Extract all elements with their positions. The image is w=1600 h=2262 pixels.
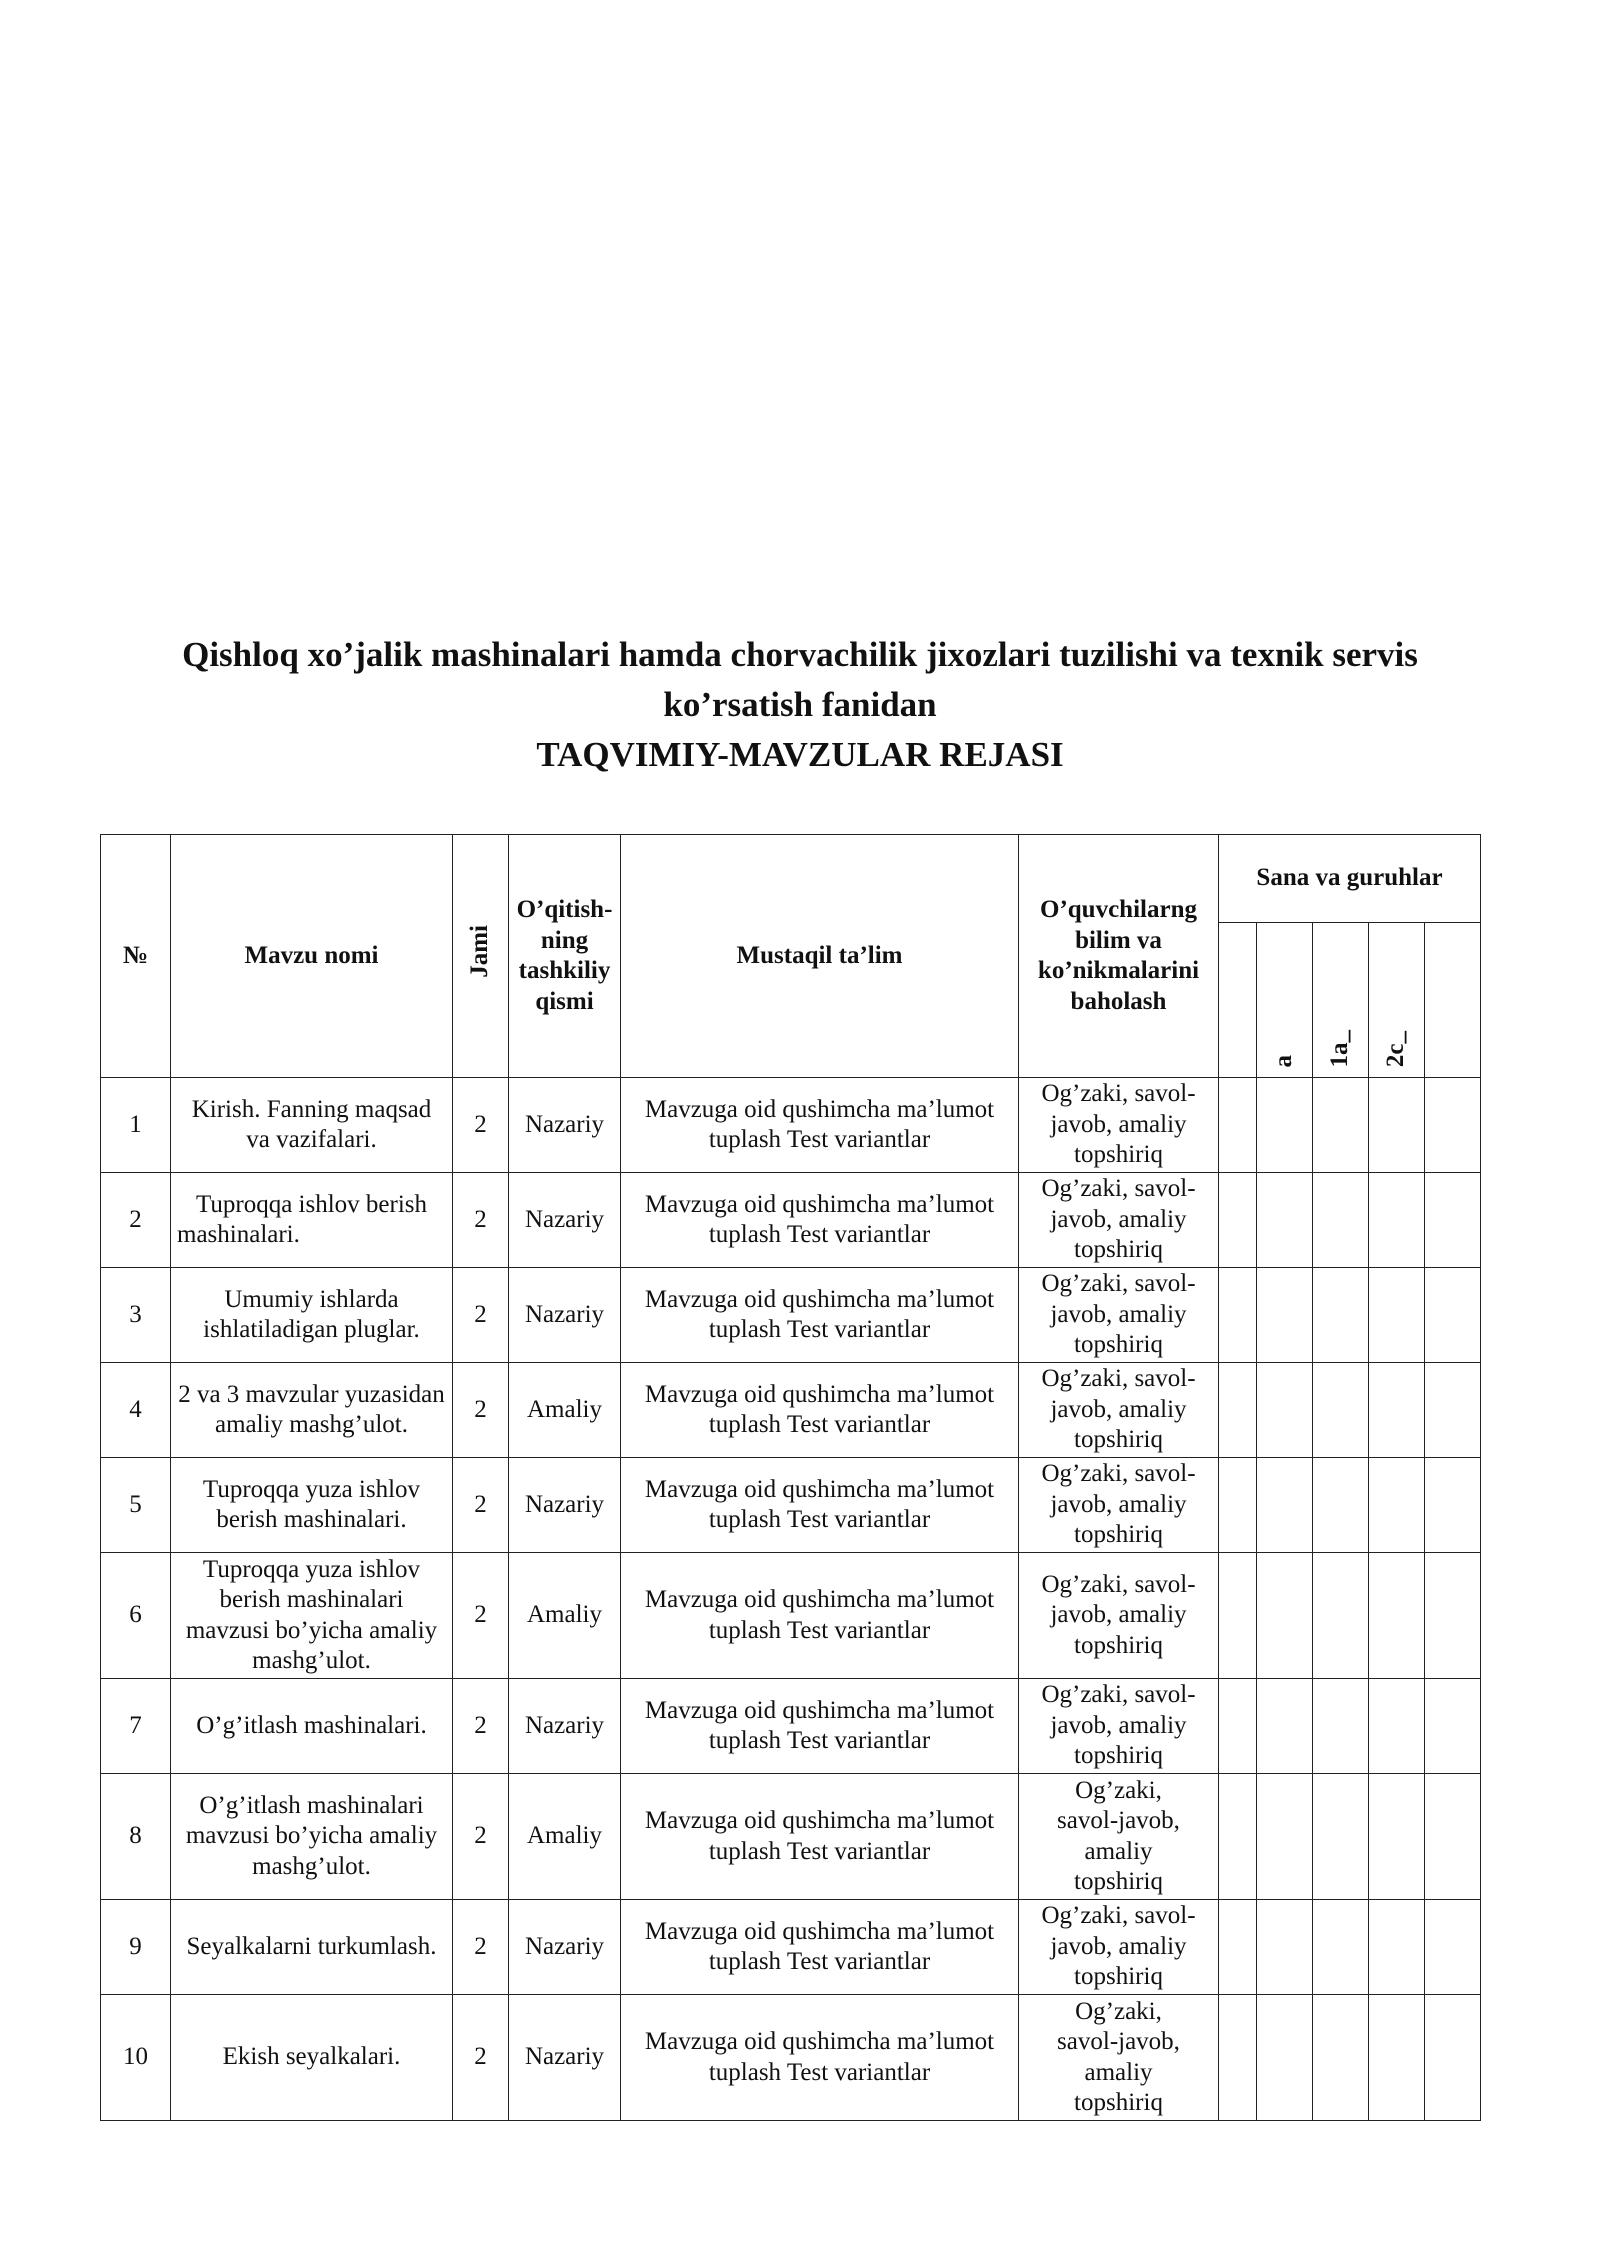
header-independent: Mustaqil ta’lim (621, 835, 1019, 1078)
date-cell (1219, 1679, 1257, 1774)
date-cell (1219, 1553, 1257, 1679)
date-cell (1369, 1900, 1425, 1995)
date-cell (1425, 1679, 1481, 1774)
table-row (101, 1458, 1481, 1553)
table-row (101, 1679, 1481, 1774)
row-topic: 2 va 3 mavzular yuzasidan amaliy mashg’ulot. (171, 1363, 453, 1458)
date-cell (1313, 1363, 1369, 1458)
date-cell (1313, 1679, 1369, 1774)
row-independent: Mavzuga oid qushimcha ma’lumot tuplash Test variantlar (621, 1268, 1019, 1363)
plan-table (100, 834, 1481, 2121)
table-row (101, 1774, 1481, 1900)
row-type: Nazariy (509, 1458, 621, 1553)
date-cell (1369, 1078, 1425, 1173)
table-row (101, 1363, 1481, 1458)
date-cell (1313, 1900, 1369, 1995)
row-total: 2 (453, 1774, 509, 1900)
date-cell (1369, 1553, 1425, 1679)
table-row (101, 1173, 1481, 1268)
row-num: 10 (101, 1995, 171, 2121)
row-assessment: Og’zaki, savol-javob, amaliy topshiriq (1019, 1173, 1219, 1268)
date-cell (1313, 1078, 1369, 1173)
row-topic: Kirish. Fanning maqsad va vazifalari. (171, 1078, 453, 1173)
row-num: 4 (101, 1363, 171, 1458)
row-topic: Tuproqqa yuza ishlov berish mashinalari. (171, 1458, 453, 1553)
header-assessment: O’quvchilarng bilim va ko’nikmalarini baholash (1019, 835, 1219, 1078)
row-total: 2 (453, 1553, 509, 1679)
row-independent: Mavzuga oid qushimcha ma’lumot tuplash Test variantlar (621, 1078, 1019, 1173)
header-total-label: Jami (466, 925, 494, 979)
row-num: 8 (101, 1774, 171, 1900)
row-total: 2 (453, 1679, 509, 1774)
header-sub-3-label: 2c_ (1382, 1030, 1410, 1067)
table-row (101, 1995, 1481, 2121)
row-total: 2 (453, 1078, 509, 1173)
header-organization: O’qitish-ning tashkiliy qismi (509, 835, 621, 1078)
title-line-1: Qishloq xo’jalik mashinalari hamda chorvachilik jixozlari tuzilishi va texnik servis (182, 635, 1418, 674)
row-independent: Mavzuga oid qushimcha ma’lumot tuplash Test variantlar (621, 1173, 1019, 1268)
date-cell (1369, 1679, 1425, 1774)
header-num: № (101, 835, 171, 1078)
row-topic: Umumiy ishlarda ishlatiladigan pluglar. (171, 1268, 453, 1363)
row-topic: Seyalkalarni turkumlash. (171, 1900, 453, 1995)
row-num: 1 (101, 1078, 171, 1173)
row-assessment: Og’zaki, savol-javob, amaliy topshiriq (1019, 1363, 1219, 1458)
date-cell (1219, 1774, 1257, 1900)
date-cell (1369, 1774, 1425, 1900)
date-cell (1257, 1268, 1313, 1363)
row-topic: Ekish seyalkalari. (171, 1995, 453, 2121)
row-type: Nazariy (509, 1679, 621, 1774)
row-assessment: Og’zaki, savol-javob, amaliy topshiriq (1019, 1774, 1219, 1900)
date-cell (1219, 1173, 1257, 1268)
date-cell (1425, 1900, 1481, 1995)
row-assessment: Og’zaki, savol-javob, amaliy topshiriq (1019, 1900, 1219, 1995)
row-assessment: Og’zaki, savol-javob, amaliy topshiriq (1019, 1458, 1219, 1553)
row-type: Nazariy (509, 1173, 621, 1268)
row-total: 2 (453, 1363, 509, 1458)
date-cell (1257, 1078, 1313, 1173)
table-row (101, 1078, 1481, 1173)
date-cell (1369, 1995, 1425, 2121)
date-cell (1369, 1363, 1425, 1458)
header-dates: Sana va guruhlar (1219, 835, 1481, 923)
row-independent: Mavzuga oid qushimcha ma’lumot tuplash Test variantlar (621, 1774, 1019, 1900)
date-cell (1257, 1679, 1313, 1774)
row-topic: O’g’itlash mashinalari. (171, 1679, 453, 1774)
date-cell (1313, 1995, 1369, 2121)
date-cell (1219, 1458, 1257, 1553)
date-cell (1369, 1268, 1425, 1363)
row-num: 5 (101, 1458, 171, 1553)
header-sub-0 (1219, 923, 1257, 1078)
row-total: 2 (453, 1268, 509, 1363)
date-cell (1257, 1995, 1313, 2121)
row-topic: Tuproqqa ishlov berish mashinalari. (171, 1173, 453, 1268)
date-cell (1313, 1553, 1369, 1679)
date-cell (1257, 1363, 1313, 1458)
table-row (101, 1553, 1481, 1679)
row-num: 7 (101, 1679, 171, 1774)
document-title (0, 630, 1600, 780)
row-total: 2 (453, 1458, 509, 1553)
row-type: Amaliy (509, 1553, 621, 1679)
row-independent: Mavzuga oid qushimcha ma’lumot tuplash Test variantlar (621, 1458, 1019, 1553)
row-topic: O’g’itlash mashinalari mavzusi bo’yicha amaliy mashg’ulot. (171, 1774, 453, 1900)
date-cell (1425, 1078, 1481, 1173)
date-cell (1425, 1774, 1481, 1900)
header-topic: Mavzu nomi (171, 835, 453, 1078)
row-num: 2 (101, 1173, 171, 1268)
date-cell (1425, 1268, 1481, 1363)
row-type: Amaliy (509, 1774, 621, 1900)
date-cell (1369, 1458, 1425, 1553)
table-row (101, 1900, 1481, 1995)
title-line-2: ko’rsatish fanidan (663, 685, 937, 724)
date-cell (1257, 1173, 1313, 1268)
row-num: 9 (101, 1900, 171, 1995)
date-cell (1369, 1173, 1425, 1268)
header-total (453, 835, 509, 1078)
date-cell (1257, 1458, 1313, 1553)
date-cell (1425, 1553, 1481, 1679)
row-assessment: Og’zaki, savol-javob, amaliy topshiriq (1019, 1268, 1219, 1363)
date-cell (1313, 1774, 1369, 1900)
date-cell (1219, 1078, 1257, 1173)
date-cell (1219, 1995, 1257, 2121)
row-independent: Mavzuga oid qushimcha ma’lumot tuplash Test variantlar (621, 1553, 1019, 1679)
header-sub-3 (1369, 923, 1425, 1078)
row-assessment: Og’zaki, savol-javob, amaliy topshiriq (1019, 1553, 1219, 1679)
row-independent: Mavzuga oid qushimcha ma’lumot tuplash Test variantlar (621, 1900, 1019, 1995)
date-cell (1219, 1268, 1257, 1363)
date-cell (1219, 1900, 1257, 1995)
date-cell (1425, 1173, 1481, 1268)
row-type: Amaliy (509, 1363, 621, 1458)
table-row (101, 1268, 1481, 1363)
row-assessment: Og’zaki, savol-javob, amaliy topshiriq (1019, 1078, 1219, 1173)
row-independent: Mavzuga oid qushimcha ma’lumot tuplash Test variantlar (621, 1679, 1019, 1774)
date-cell (1219, 1363, 1257, 1458)
header-sub-4 (1425, 923, 1481, 1078)
header-sub-2-label: 1a_ (1326, 1029, 1354, 1067)
header-sub-1-label: a (1270, 1054, 1298, 1067)
header-sub-1 (1257, 923, 1313, 1078)
date-cell (1257, 1774, 1313, 1900)
row-topic: Tuproqqa yuza ishlov berish mashinalari mavzusi bo’yicha amaliy mashg’ulot. (171, 1553, 453, 1679)
date-cell (1257, 1900, 1313, 1995)
title-line-3: TAQVIMIY-MAVZULAR REJASI (536, 735, 1064, 774)
date-cell (1313, 1173, 1369, 1268)
date-cell (1257, 1553, 1313, 1679)
date-cell (1313, 1268, 1369, 1363)
row-num: 6 (101, 1553, 171, 1679)
row-type: Nazariy (509, 1900, 621, 1995)
header-sub-2 (1313, 923, 1369, 1078)
date-cell (1425, 1995, 1481, 2121)
row-type: Nazariy (509, 1268, 621, 1363)
row-independent: Mavzuga oid qushimcha ma’lumot tuplash Test variantlar (621, 1363, 1019, 1458)
date-cell (1425, 1363, 1481, 1458)
row-total: 2 (453, 1173, 509, 1268)
row-num: 3 (101, 1268, 171, 1363)
date-cell (1313, 1458, 1369, 1553)
row-type: Nazariy (509, 1078, 621, 1173)
row-assessment: Og’zaki, savol-javob, amaliy topshiriq (1019, 1679, 1219, 1774)
row-type: Nazariy (509, 1995, 621, 2121)
row-assessment: Og’zaki, savol-javob, amaliy topshiriq (1019, 1995, 1219, 2121)
row-total: 2 (453, 1900, 509, 1995)
row-independent: Mavzuga oid qushimcha ma’lumot tuplash Test variantlar (621, 1995, 1019, 2121)
date-cell (1425, 1458, 1481, 1553)
row-total: 2 (453, 1995, 509, 2121)
